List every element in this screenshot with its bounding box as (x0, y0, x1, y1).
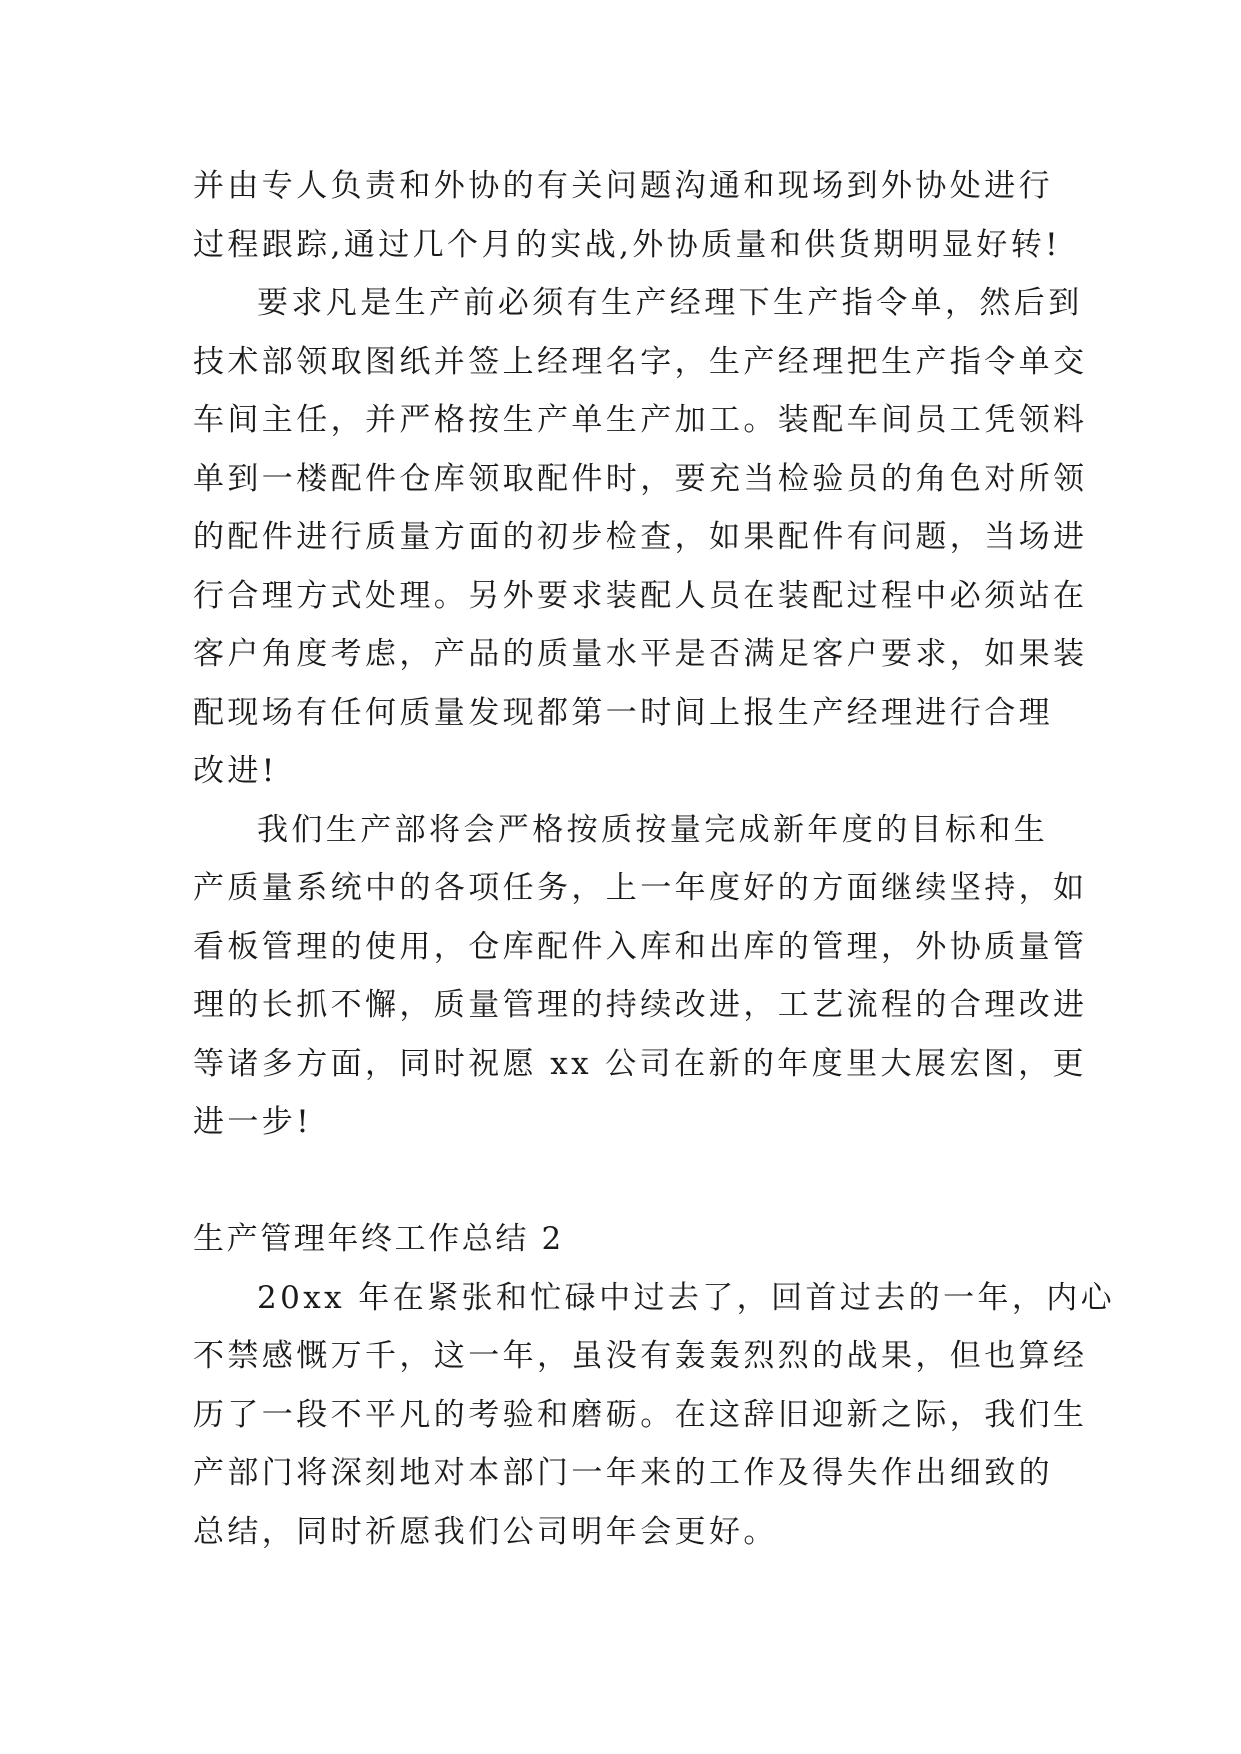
text-line: 20xx 年在紧张和忙碌中过去了，回首过去的一年，内心 (257, 1279, 1116, 1316)
text-line: 产部门将深刻地对本部门一年来的工作及得失作出细致的 (193, 1455, 1053, 1491)
document-body (193, 157, 1116, 1561)
section-spacer (193, 1152, 1053, 1211)
section-heading: 生产管理年终工作总结 2 (193, 1221, 564, 1257)
paragraph-4 (193, 1269, 1116, 1562)
text-line: 要求凡是生产前必须有生产经理下生产指令单，然后到 (257, 285, 1083, 321)
paragraph-1 (193, 157, 1061, 274)
text-line: 我们生产部将会严格按质按量完成新年度的目标和生 (257, 811, 1049, 848)
text-line: 等诸多方面，同时祝愿 xx 公司在新的年度里大展宏图，更 (193, 1045, 1087, 1082)
paragraph-3 (193, 801, 1088, 1152)
text-line: 理的长抓不懈，质量管理的持续改进，工艺流程的合理改进 (193, 987, 1088, 1023)
text-line: 看板管理的使用，仓库配件入库和出库的管理，外协质量管 (193, 928, 1088, 965)
text-line: 客户角度考虑，产品的质量水平是否满足客户要求，如果装 (193, 636, 1088, 672)
text-line: 车间主任，并严格按生产单生产加工。装配车间员工凭领料 (193, 402, 1088, 438)
text-line: 的配件进行质量方面的初步检查，如果配件有问题，当场进 (193, 519, 1088, 555)
text-line: 行合理方式处理。另外要求装配人员在装配过程中必须站在 (193, 577, 1088, 614)
text-line: 历了一段不平凡的考验和磨砺。在这辞旧迎新之际，我们生 (193, 1396, 1088, 1433)
text-line: 改进! (193, 753, 278, 789)
text-line: 技术部领取图纸并签上经理名字，生产经理把生产指令单交 (193, 343, 1088, 380)
text-line: 过程跟踪,通过几个月的实战,外协质量和供货期明显好转! (193, 226, 1061, 263)
text-line: 不禁感慨万千，这一年，虽没有轰轰烈烈的战果，但也算经 (193, 1338, 1088, 1374)
text-line: 并由专人负责和外协的有关问题沟通和现场到外协处进行 (193, 168, 1053, 204)
paragraph-2 (193, 274, 1088, 801)
text-line: 配现场有任何质量发现都第一时间上报生产经理进行合理 (193, 694, 1053, 731)
text-line: 总结，同时祈愿我们公司明年会更好。 (193, 1513, 778, 1550)
text-line: 单到一楼配件仓库领取配件时，要充当检验员的角色对所领 (193, 460, 1088, 497)
text-line: 进一步! (193, 1104, 313, 1140)
text-line: 产质量系统中的各项任务，上一年度好的方面继续坚持，如 (193, 870, 1088, 906)
